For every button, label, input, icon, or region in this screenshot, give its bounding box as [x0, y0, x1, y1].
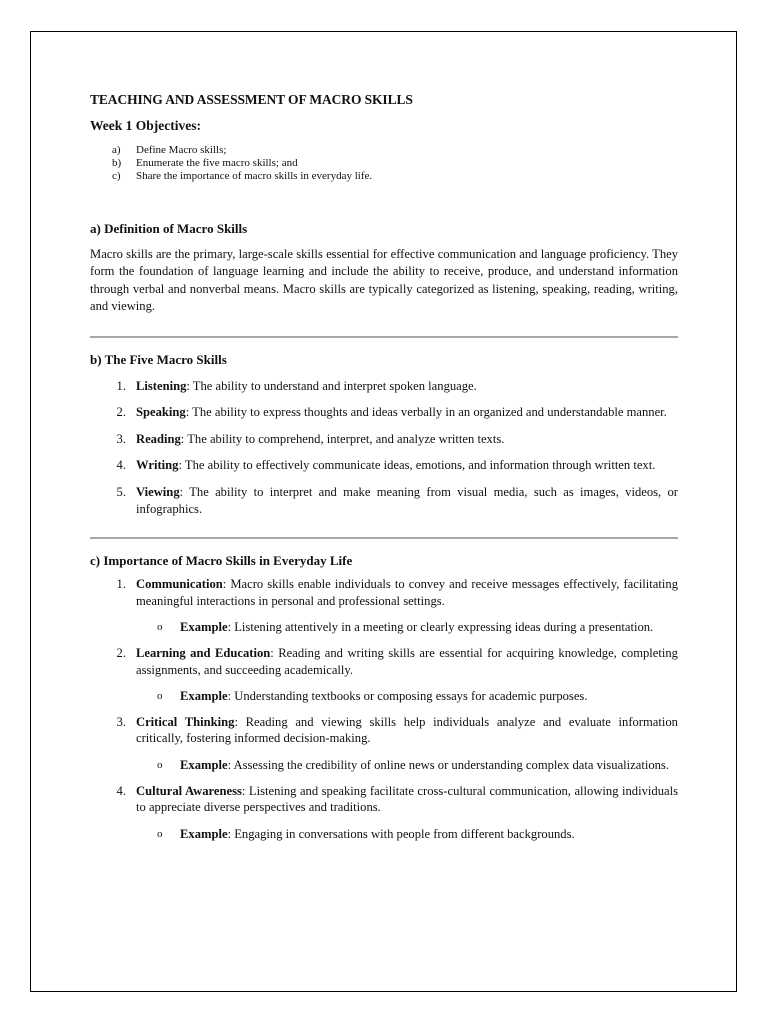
example-text: : Listening attentively in a meeting or clearly expressing ideas during a presentation.	[227, 620, 654, 635]
skill-description: : The ability to understand and interpret spoken language.	[186, 378, 477, 393]
skill-item	[90, 457, 678, 474]
bullet-marker: o	[157, 690, 163, 703]
importance-list	[90, 714, 678, 747]
importance-term: Learning and Education	[136, 645, 271, 660]
skill-item	[90, 431, 678, 448]
bullet-marker: o	[157, 621, 163, 634]
item-number: 1.	[116, 378, 126, 393]
objective-text: Share the importance of macro skills in everyday life.	[136, 170, 373, 182]
importance-description: : Reading and writing skills are essential for acquiring knowledge, completing assignments, and succeeding academically.	[136, 645, 678, 677]
example-item	[157, 619, 678, 636]
importance-list	[90, 645, 678, 678]
section-b-heading: b) The Five Macro Skills	[90, 351, 227, 367]
skill-term: Viewing	[136, 485, 180, 499]
importance-description: : Macro skills enable individuals to convey and receive messages effectively, facilitating meaningful interactions in personal and professional settings.	[136, 577, 678, 608]
item-number: 1.	[116, 577, 126, 592]
importance-term: Critical Thinking	[136, 714, 235, 729]
importance-item	[90, 714, 678, 747]
item-number: 4.	[116, 783, 126, 798]
skill-description: : The ability to effectively communicate ideas, emotions, and information through written text.	[178, 458, 656, 473]
objectives-list	[112, 144, 678, 183]
section-divider	[90, 336, 678, 338]
skill-description: : The ability to express thoughts and ideas verbally in an organized and understandable manner.	[185, 405, 667, 420]
objective-marker: c)	[112, 170, 121, 182]
objective-marker: a)	[112, 144, 121, 156]
skill-item	[90, 404, 678, 421]
skill-description: : The ability to interpret and make meaning from visual media, such as images, videos, or infographics.	[136, 485, 678, 516]
item-number: 2.	[116, 405, 126, 420]
importance-term: Communication	[136, 577, 223, 592]
skill-term: Listening	[136, 378, 187, 393]
objective-item	[112, 144, 678, 157]
document-title: TEACHING AND ASSESSMENT OF MACRO SKILLS	[90, 92, 413, 107]
importance-item	[90, 645, 678, 678]
section-a-heading: a) Definition of Macro Skills	[90, 221, 248, 236]
example-item	[157, 826, 678, 843]
item-number: 3.	[116, 714, 126, 729]
bullet-marker: o	[157, 758, 163, 771]
five-skills-list	[90, 378, 678, 518]
item-number: 2.	[116, 645, 126, 660]
example-label: Example	[180, 826, 228, 841]
example-item	[157, 688, 678, 705]
example-item	[157, 757, 678, 774]
importance-list	[90, 576, 678, 609]
document-content	[90, 92, 678, 842]
item-number: 3.	[116, 431, 126, 446]
example-text: : Understanding textbooks or composing essays for academic purposes.	[227, 689, 588, 704]
importance-description: : Listening and speaking facilitate cross-cultural communication, allowing individuals to appreciate diverse perspectives and traditions.	[136, 783, 678, 815]
example-text: : Assessing the credibility of online news or understanding complex data visualizations.	[227, 757, 669, 772]
bullet-marker: o	[157, 827, 163, 840]
section-c-heading: c) Importance of Macro Skills in Everyday Life	[90, 553, 353, 569]
skill-item	[90, 484, 678, 517]
example-text: : Engaging in conversations with people from different backgrounds.	[227, 826, 575, 841]
importance-term: Cultural Awareness	[136, 783, 242, 798]
importance-description: : Reading and viewing skills help individuals analyze and evaluate information critically, fostering informed decision-making.	[136, 714, 678, 746]
skill-term: Speaking	[136, 405, 186, 420]
item-number: 5.	[116, 485, 126, 499]
objective-marker: b)	[112, 157, 122, 169]
objective-item	[112, 170, 678, 183]
example-label: Example	[180, 620, 228, 635]
objective-text: Define Macro skills;	[136, 144, 227, 156]
definition-paragraph: Macro skills are the primary, large-scale skills essential for effective communication and language proficiency. They form the foundation of language learning and include the ability to receive, produce, and understand information through verbal and nonverbal means. Macro skills are typically categorized as listening, speaking, reading, writing, and viewing.	[90, 247, 678, 314]
item-number: 4.	[116, 458, 126, 473]
skill-description: : The ability to comprehend, interpret, and analyze written texts.	[180, 431, 505, 446]
objective-item	[112, 157, 678, 170]
objective-text: Enumerate the five macro skills; and	[136, 157, 298, 169]
importance-item	[90, 576, 678, 609]
objectives-heading: Week 1 Objectives:	[90, 118, 201, 133]
skill-term: Writing	[136, 458, 179, 473]
importance-list	[90, 783, 678, 816]
skill-term: Reading	[136, 431, 181, 446]
section-divider	[90, 537, 678, 539]
importance-item	[90, 783, 678, 816]
example-label: Example	[180, 757, 228, 772]
skill-item	[90, 378, 678, 395]
example-label: Example	[180, 689, 228, 704]
